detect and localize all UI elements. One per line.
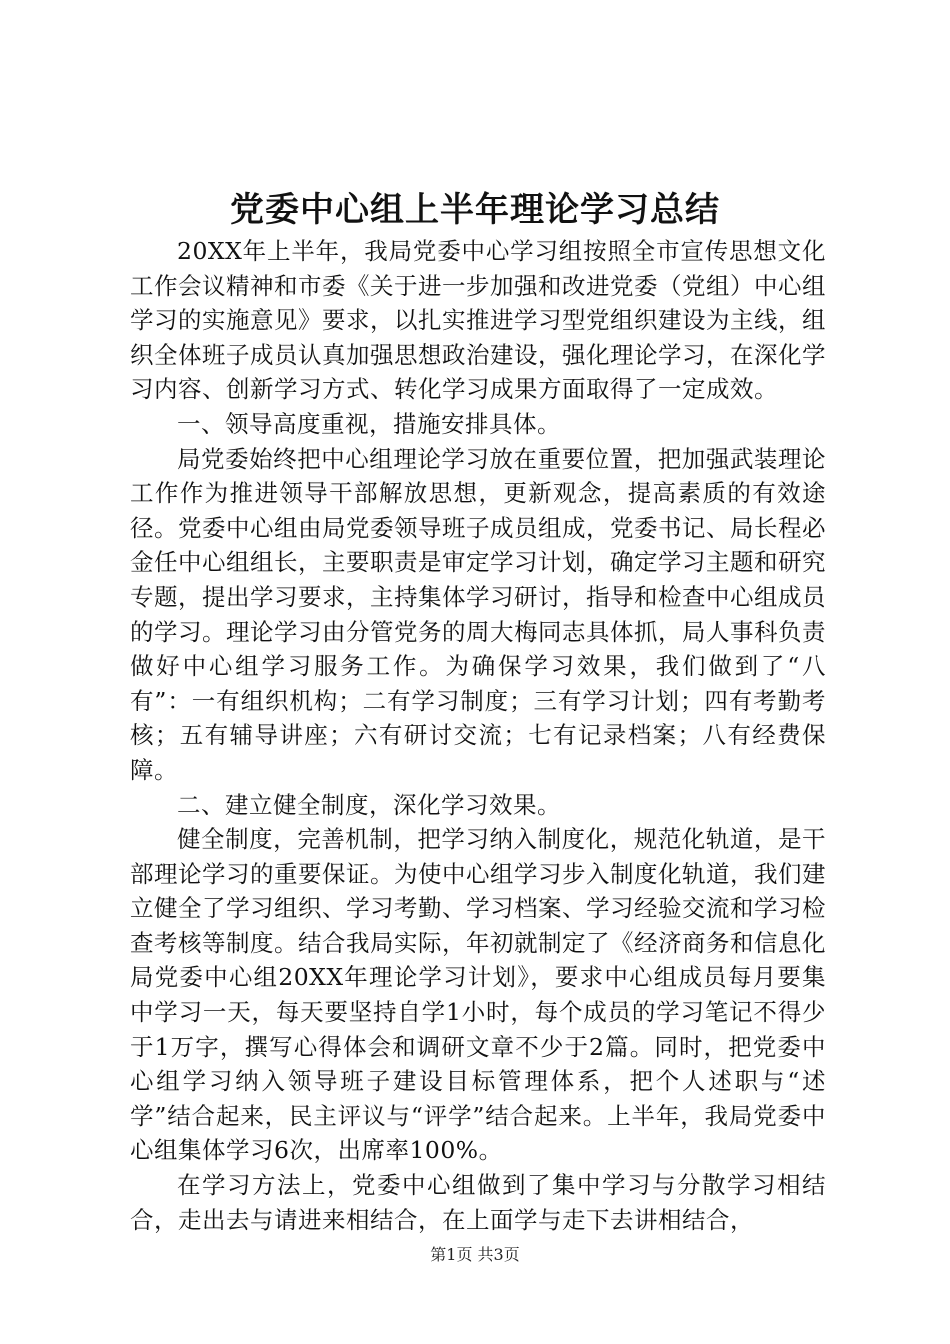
paragraph-intro: 20XX年上半年，我局党委中心学习组按照全市宣传思想文化工作会议精神和市委《关于进一步加强和改进党委（党组）中心组学习的实施意见》要求，以扎实推进学习型党组织建设为主线，组织全体班子成员认真加强思想政治建设，强化理论学习，在深化学习内容、创新学习方式、转化学习成果方面取得了一定成效。 — [130, 237, 826, 404]
paragraph-section-2: 健全制度，完善机制，把学习纳入制度化，规范化轨道，是干部理论学习的重要保证。为使中心组学习步入制度化轨道，我们建立健全了学习组织、学习考勤、学习档案、学习经验交流和学习检查考核等制度。结合我局实际，年初就制定了《经济商务和信息化局党委中心组20XX年理论学习计划》，要求中心组成员每月要集中学习一天，每天要坚持自学1小时，每个成员的学习笔记不得少于1万字，撰写心得体会和调研文章不少于2篇。同时，把党委中心组学习纳入领导班子建设目标管理体系，把个人述职与“述学”结合起来，民主评议与“评学”结合起来。上半年，我局党委中心组集体学习6次，出席率100%。 — [130, 825, 826, 1165]
section-heading-1: 一、领导高度重视，措施安排具体。 — [177, 409, 561, 438]
section-heading-2: 二、建立健全制度，深化学习效果。 — [177, 790, 561, 819]
paragraph-section-1: 局党委始终把中心组理论学习放在重要位置，把加强武装理论工作作为推进领导干部解放思想，更新观念，提高素质的有效途径。党委中心组由局党委领导班子成员组成，党委书记、局长程必金任中心组组长，主要职责是审定学习计划，确定学习主题和研究专题，提出学习要求，主持集体学习研讨，指导和检查中心组成员的学习。理论学习由分管党务的周大梅同志具体抓，局人事科负责做好中心组学习服务工作。为确保学习效果，我们做到了“八有”：一有组织机构；二有学习制度；三有学习计划；四有考勤考核；五有辅导讲座；六有研讨交流；七有记录档案；八有经费保障。 — [130, 444, 826, 784]
document-title: 党委中心组上半年理论学习总结 — [230, 190, 720, 230]
paragraph-study-methods: 在学习方法上，党委中心组做到了集中学习与分散学习相结合，走出去与请进来相结合，在上面学与走下去讲相结合， — [130, 1171, 826, 1234]
document-body — [130, 234, 826, 1237]
page-footer: 第1页 共3页 — [430, 1245, 520, 1264]
